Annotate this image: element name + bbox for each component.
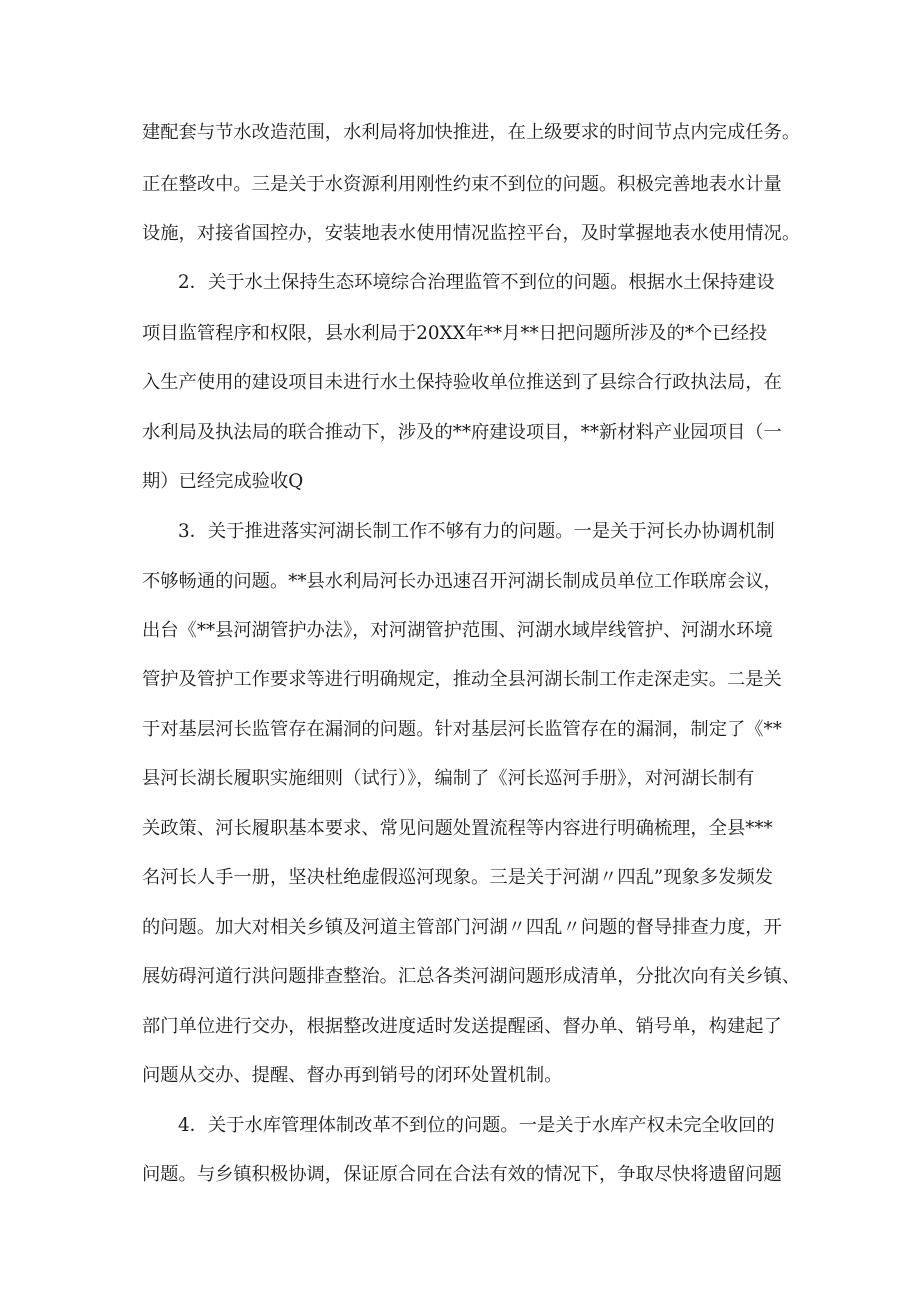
paragraph-line: 展妨碍河道行洪问题排查整治。汇总各类河湖问题形成清单，分批次向有关乡镇、 <box>142 966 801 987</box>
paragraph-line: 问题。与乡镇积极协调，保证原合同在合法有效的情况下，争取尽快将遗留问题 <box>142 1164 782 1185</box>
paragraph-line: 不够畅通的问题。**县水利局河长办迅速召开河湖长制成员单位工作联席会议， <box>142 571 782 592</box>
paragraph-line: 期）已经完成验收Q <box>142 471 304 492</box>
item-2-heading-line: 2．关于水土保持生态环境综合治理监管不到位的问题。根据水土保持建设 <box>178 272 775 293</box>
paragraph-line: 出台《**县河湖管护办法》，对河湖管护范围、河湖水域岸线管护、河湖水环境 <box>142 620 773 641</box>
paragraph-line: 入生产使用的建设项目未进行水土保持验收单位推送到了县综合行政执法局，在 <box>142 372 782 393</box>
paragraph-line: 设施，对接省国控办，安装地表水使用情况监控平台，及时掌握地表水使用情况。 <box>142 223 801 244</box>
paragraph-line: 水利局及执法局的联合推动下，涉及的**府建设项目，**新材料产业园项目（一 <box>142 422 782 443</box>
paragraph-line: 于对基层河长监管存在漏洞的问题。针对基层河长监管存在的漏洞，制定了《** <box>142 719 782 740</box>
item-3-heading-line: 3．关于推进落实河湖长制工作不够有力的问题。一是关于河长办协调机制 <box>178 521 775 542</box>
paragraph-line: 正在整改中。三是关于水资源利用刚性约束不到位的问题。积极完善地表水计量 <box>142 174 782 195</box>
paragraph-line: 关政策、河长履职基本要求、常见问题处置流程等内容进行明确梳理，全县*** <box>142 818 773 839</box>
paragraph-line: 建配套与节水改造范围，水利局将加快推进，在上级要求的时间节点内完成任务。 <box>142 122 801 143</box>
item-4-heading-line: 4．关于水库管理体制改革不到位的问题。一是关于水库产权未完全收回的 <box>178 1115 775 1136</box>
paragraph-line: 县河长湖长履职实施细则（试行）》，编制了《河长巡河手册》，对河湖长制有 <box>142 768 755 789</box>
paragraph-line: 部门单位进行交办，根据整改进度适时发送提醒函、督办单、销号单，构建起了 <box>142 1016 782 1037</box>
paragraph-line: 管护及管护工作要求等进行明确规定，推动全县河湖长制工作走深走实。二是关 <box>142 669 782 690</box>
paragraph-line: 问题从交办、提醒、督办再到销号的闭环处置机制。 <box>142 1065 563 1086</box>
paragraph-line: 的问题。加大对相关乡镇及河道主管部门河湖〃四乱〃问题的督导排查力度，开 <box>142 917 782 938</box>
paragraph-line: 名河长人手一册，坚决杜绝虚假巡河现象。三是关于河湖〃四乱”现象多发频发 <box>142 867 773 888</box>
paragraph-line: 项目监管程序和权限，县水利局于20XX年**月**日把问题所涉及的*个已经投 <box>142 323 768 344</box>
